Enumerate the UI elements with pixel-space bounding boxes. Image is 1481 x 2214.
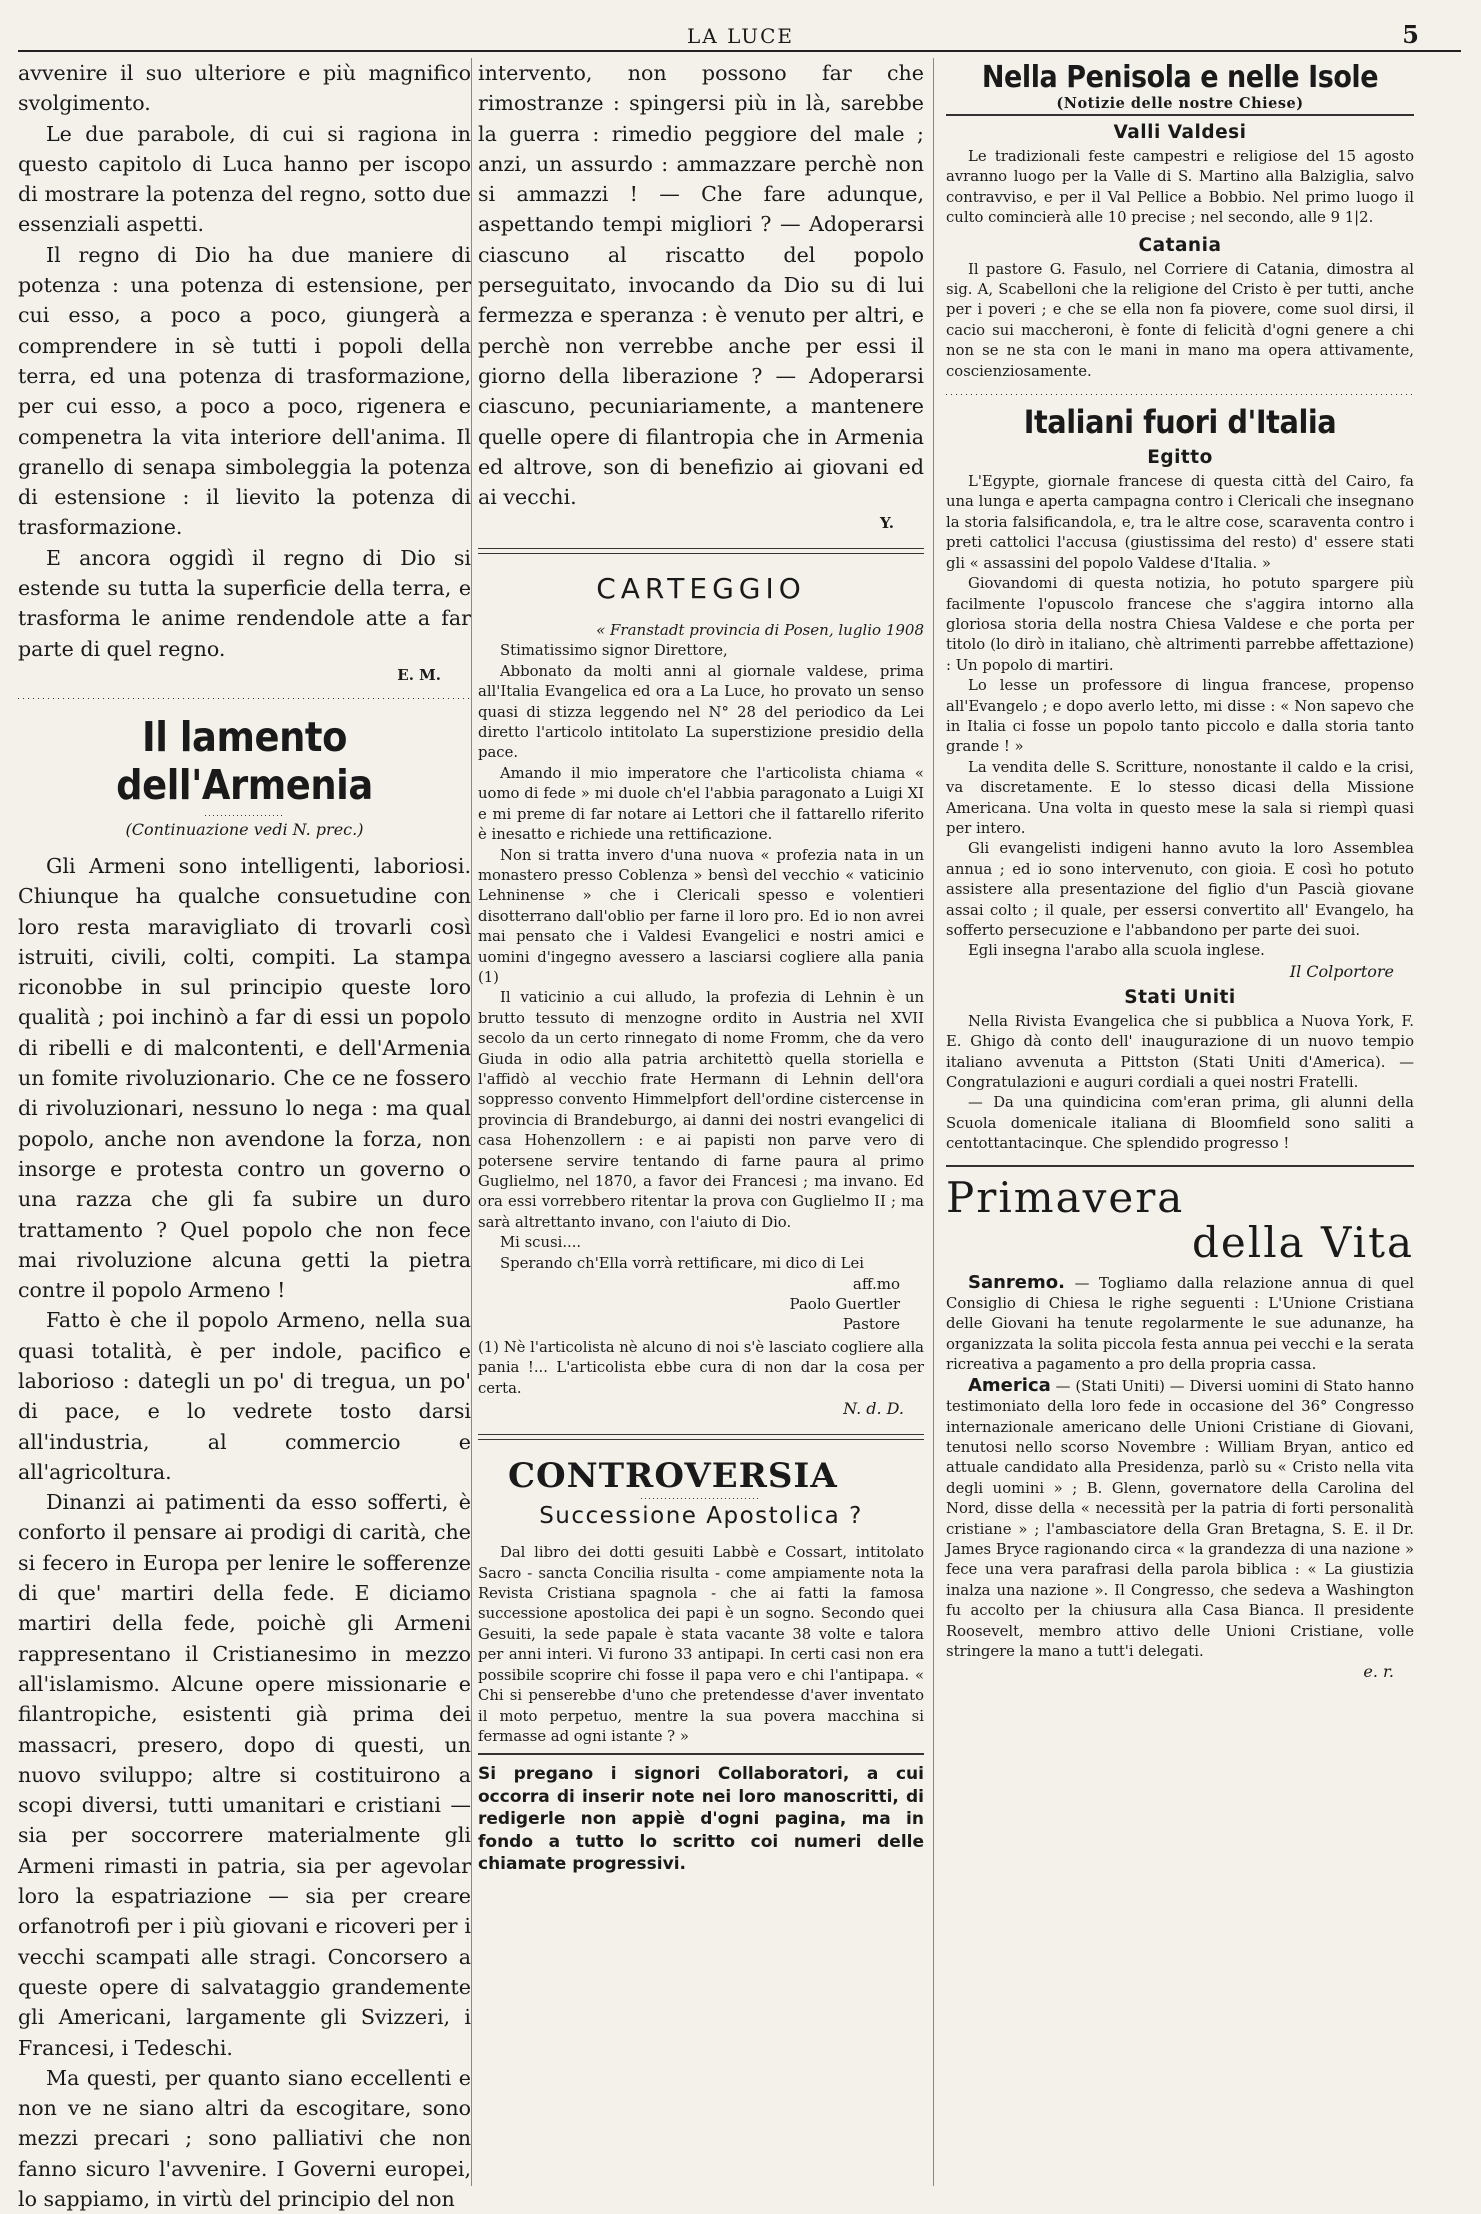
collaboratori-notice: Si pregano i signori Collaboratori, a cui occorra di inserir note nei loro manoscritti, di redigerle non appiè d'ogni pagina, ma in fondo a tutto lo scritto coi numeri delle chiamate progressivi.	[478, 1753, 924, 1876]
section-divider	[18, 698, 471, 699]
intro-paragraph-2: Le due parabole, di cui si ragiona in questo capitolo di Luca hanno per iscopo di mostrare la potenza del regno, sotto due essenziali aspetti.	[18, 121, 471, 237]
egitto-paragraph: Gli evangelisti indigeni hanno avuto la loro Assemblea annua ; ed io sono intervenuto, con gioia. E così ho potuto assistere alla presentazione del figlio d'un Pascià giovane assai colto ; il quale, per essersi convertito all' Evangelo, ha sofferto persecuzione e l'abbandono per parte dei suoi.	[946, 840, 1414, 939]
section-divider	[946, 394, 1414, 395]
carteggio-paragraph: Sperando ch'Ella vorrà rettificare, mi dico di Lei	[500, 1254, 864, 1272]
signoff-line: aff.mo	[852, 1275, 900, 1294]
carteggio-paragraph: Il vaticinio a cui alludo, la profezia di Lehnin è un brutto tessuto di menzogne ordito in Austria nel XVII secolo da un certo rinnegato di nome Fromm, che da vero Giuda in odio alla patria architettò quella storiella e l'affidò al vecchio frate Hermann di Lehnin dell'ora soppresso convento Himmelpfort dell'ordine cistercense in provincia di Brandeburgo, ai danni dei nostri evangelici di casa Hohenzollern : e ai papisti non parve vero di potersene servire tentando di farne paura al primo Guglielmo, nel 1870, a favor dei Francesi ; ma invano. Ed ora essi vorrebbero ritentar la prova con Guglielmo II ; ma sarà altrettanto invano, con l'aiuto di Dio.	[478, 989, 924, 1231]
egitto-paragraph: Lo lesse un professore di lingua francese, propenso all'Evangelo ; e dopo averlo letto, mi disse : « Non sapevo che in Italia ci fosse un popolo tanto piccolo e dalla storia tanto grande ! »	[946, 677, 1414, 756]
intro-paragraph-3: Il regno di Dio ha due maniere di potenza : una potenza di estensione, per cui esso, a poco a poco, giungerà a comprendere in sè tutti i popoli della terra, ed una potenza di trasformazione, per cui esso, a poco a poco, rigenera e compenetra la vita interiore dell'anima. Il granello di senapa simboleggia la potenza di estensione : il lievito la potenza di trasformazione.	[18, 242, 471, 540]
sanremo-lead: Sanremo.	[968, 1271, 1065, 1293]
italiani-title: Italiani fuori d'Italia	[1023, 403, 1337, 442]
catania-text: Il pastore G. Fasulo, nel Corriere di Catania, dimostra al sig. A, Scabelloni che la religione del Cristo è per tutti, anche per i poveri ; e che se ella non fa piovere, come suol dirsi, il cacio sui maccheroni, è fonte di felicità d'ogni genere a chi non se ne sta con le mani in mano ma opera attivamente, coscienziosamente.	[946, 260, 1414, 380]
armenia-continuation: intervento, non possono far che rimostranze : spingersi più in là, sarebbe la guerra : rimedio peggiore del male ; anzi, un assurdo : ammazzare perchè non si ammazzi ! — Che fare adunque, aspettando tempi migliori ? — Adoperarsi ciascuno al riscatto del popolo perseguitato, invocando da Dio su di lui fermezza e speranza : è venuto per altri, e perchè non verrebbe anche per essi il giorno della liberazione ? — Adoperarsi ciascuno, pecuniariamente, a mantenere quelle opere di filantropia che in Armenia ed altrove, son di benefizio ai giovani ed ai vecchi.	[478, 61, 924, 510]
title-ornament	[641, 1498, 761, 1499]
egitto-signature: Il Colportore	[1289, 961, 1394, 981]
penisola-subtitle: (Notizie delle nostre Chiese)	[946, 95, 1414, 116]
armenia-continuation-note: (Continuazione vedi N. prec.)	[125, 819, 364, 839]
armenia-paragraph-4: Ma questi, per quanto siano eccellenti e non ve ne siano altri da escogitare, sono mezzi precari ; sono palliativi che non fanno sicuro l'avvenire. I Governi europei, lo sappiamo, in virtù del principio del non	[18, 2065, 471, 2211]
carteggio-dateline: « Franstadt provincia di Posen, luglio 1908	[596, 621, 924, 640]
america-text: — (Stati Uniti) — Diversi uomini di Stato hanno testimoniato della loro fede in occasione del 36° Congresso internazionale americano delle Unioni Cristiane di Giovani, tenutosi nello scorso Novembre : William Bryan, antico ed attuale candidato alla Presidenza, parlò su « Cristo nella vita degli uomini » ; B. Glenn, governatore della Carolina del Nord, disse della « necessità per la patria di forti personalità cristiane » ; l'ambasciatore della Gran Bretagna, S. E. il Dr. James Bryce ragionando circa « la grandezza di una nazione » fece una vera parafrasi della parola biblica : « La giustizia inalza una nazione ». Il Congresso, che sedeva a Washington fu accolto per la chiusura alla Casa Bianca. Il presidente Roosevelt, membro attivo delle Unioni Cristiane, volle stringere la mano a tutt'i delegati.	[946, 1377, 1414, 1660]
stati-paragraph: — Da una quindicina com'eran prima, gli alunni della Scuola domenicale italiana di Bloomfield sono saliti a centottantacinque. Che splendido progresso !	[946, 1094, 1414, 1153]
column-divider-2	[933, 58, 934, 2186]
penisola-title: Nella Penisola e nelle Isole	[981, 60, 1379, 95]
carteggio-paragraph: Mi scusi....	[500, 1234, 582, 1252]
section-divider	[478, 548, 924, 554]
carteggio-title: CARTEGGIO	[596, 572, 806, 606]
intro-signature: E. M.	[397, 665, 441, 684]
armenia-paragraph-3: Dinanzi ai patimenti da esso sofferti, è conforto il pensare ai prodigi di carità, che si fecero in Europa per lenire le sofferenze di que' martiri della fede. E diciamo martiri della fede, poichè gli Armeni rappresentano il Cristianesimo in mezzo all'islamismo. Alcune opere missionarie e filantropiche, esistenti già prima dei massacri, presero, dopo di questi, un nuovo sviluppo; altre si costituirono a scopi diversi, tutti umanitari e cristiani — sia per soccorrere materialmente gli Armeni rimasti in patria, sia per agevolar loro la espatriazione — sia per creare orfanotrofi per i più giovani e ricoveri per i vecchi scampati alle stragi. Concorsero a queste opere di salvataggio grandemente gli Americani, largamente gli Svizzeri, i Francesi, i Tedeschi.	[18, 1490, 471, 2060]
egitto-paragraph: La vendita delle S. Scritture, nonostante il caldo e la crisi, va discretamente. E lo stesso dicasi della Missione Americana. Una volta in questo mese la sala si riempì quasi per intero.	[946, 758, 1414, 837]
armenia-signature: Y.	[880, 514, 894, 533]
signoff-line: Pastore	[842, 1315, 900, 1334]
stati-uniti-title: Stati Uniti	[1124, 986, 1236, 1008]
egitto-paragraph: Giovandomi di questa notizia, ho potuto spargere più facilmente l'opuscolo francese che s'aggira intorno alla gloriosa storia della nostra Chiesa Valdese e che porta per titolo (lo dirò in italiano, chè altrimenti parrebbe affettazione) : Un popolo di martiri.	[946, 575, 1414, 674]
newspaper-title: LA LUCE	[686, 24, 795, 48]
egitto-title: Egitto	[1147, 447, 1213, 469]
controversia-subtitle: Successione Apostolica ?	[539, 1503, 863, 1530]
column-1	[18, 58, 471, 2214]
carteggio-footnote: (1) Nè l'articolista nè alcuno di noi s'è lasciato cogliere alla pania !... L'articolista ebbe cura di non dar la cosa per certa.	[478, 1339, 924, 1397]
carteggio-paragraph: Stimatissimo signor Direttore,	[500, 642, 728, 660]
header-rule	[18, 50, 1461, 52]
primavera-title-line-1: Primavera	[946, 1172, 1185, 1222]
valli-text: Le tradizionali feste campestri e religiose del 15 agosto avranno luogo per la Valle di S. Martino alla Balziglia, salvo contravviso, e per il Val Pellice a Bobbio. Nel primo luogo il culto comincierà alle 10 precise ; nel secondo, alle 9 1|2.	[946, 148, 1414, 227]
footnote-signature: N. d. D.	[843, 1399, 904, 1419]
carteggio-paragraph: Non si tratta invero d'una nuova « profezia nata in un monastero presso Coblenza » bensì del vecchio « vaticinio Lehninense » che i Clericali spesso e volentieri disotterrano dall'oblio per farne il loro pro. Ed io non avrei mai pensato che i Valdesi Evangelici e nostri amici e uomini d'ingegno avessero a lasciarsi cogliere alla pania (1)	[478, 846, 924, 986]
controversia-title: CONTROVERSIA	[508, 1456, 838, 1497]
egitto-paragraph: Egli insegna l'arabo alla scuola inglese.	[968, 942, 1265, 960]
page-number: 5	[1402, 20, 1419, 49]
intro-paragraph-4: E ancora oggidì il regno di Dio si estende su tutta la superficie della terra, e trasforma le anime rendendole atte a far parte di quel regno.	[18, 545, 471, 661]
section-rule	[946, 1165, 1414, 1167]
armenia-paragraph-1: Gli Armeni sono intelligenti, laboriosi. Chiunque ha qualche consuetudine con loro resta maravigliato di trovarli così istruiti, civili, colti, compiti. La stampa riconobbe in sul principio queste loro qualità ; poi inchinò a far di essi un popolo di ribelli e di malcontenti, e dell'Armenia un fomite rivoluzionario. Che ce ne fossero di rivoluzionari, nessuno lo nega : ma qual popolo, anche non avendone la forza, non insorge e protesta contro un governo o una razza che gli fa subire un duro trattamento ? Quel popolo che non fece mai rivoluzione alcuna getti la pietra contre il popolo Armeno !	[18, 853, 471, 1303]
primavera-title-line-2: della Vita	[1192, 1217, 1414, 1267]
final-signature: e. r.	[1363, 1662, 1394, 1682]
america-lead: America	[968, 1374, 1051, 1396]
carteggio-signoff	[478, 1274, 924, 1334]
catania-title: Catania	[1138, 234, 1222, 256]
signoff-line: Paolo Guertler	[789, 1295, 900, 1314]
column-3	[946, 58, 1414, 1681]
sanremo-text: — Togliamo dalla relazione annua di quel Consiglio di Chiesa le righe seguenti : L'Unione Cristiana delle Giovani ha tenute regolarmente le sue adunanze, ha organizzata la solita piccola festa annua pei vecchi e la serata ricreativa a pagamento a pro della propria cassa.	[946, 1274, 1414, 1374]
armenia-title: Il lamento dell'Armenia	[116, 712, 373, 809]
controversia-text: Dal libro dei dotti gesuiti Labbè e Cossart, intitolato Sacro - sancta Concilia risulta - come ampiamente nota la Revista Cristiana spagnola - che ai fatti la famosa successione apostolica dei papi è un sogno. Secondo quei Gesuiti, la sede papale è stata vacante 38 volte e talora per anni interi. Vi furono 33 antipapi. In certi casi non era possibile scoprire chi fosse il papa vero e chi l'antipapa. « Chi si penserebbe d'uno che pretendesse d'aver inventato il moto perpetuo, mentre la sua povera macchina si fermasse ad ogni istante ? »	[478, 1544, 924, 1745]
carteggio-paragraph: Amando il mio imperatore che l'articolista chiama « uomo di fede » mi duole ch'el l'abbia paragonato a Luigi XI e mi preme di far notare ai Lettori che il fattarello riferito è inesatto e richiede una rettificazione.	[478, 764, 924, 844]
stati-paragraph: Nella Rivista Evangelica che si pubblica a Nuova York, F. E. Ghigo dà conto dell' inaugurazione di un nuovo tempio italiano avvenuta a Pittston (Stati Uniti d'America). — Congratulazioni e auguri cordiali a quei nostri Fratelli.	[946, 1012, 1414, 1092]
column-divider-1	[471, 58, 472, 2186]
valli-title: Valli Valdesi	[1113, 122, 1247, 143]
egitto-paragraph: L'Egypte, giornale francese di questa città del Cairo, fa una lunga e aperta campagna contro i Clericali che insegnano la storia falsificandola, e, tra le altre cose, scaraventa contro i preti cattolici l'accusa (giustissima del resto) d' essere stati gli « assassini del popolo Valdese d'Italia. »	[946, 473, 1414, 572]
page-header	[0, 0, 1481, 52]
intro-paragraph-1: avvenire il suo ulteriore e più magnifico svolgimento.	[18, 61, 471, 116]
carteggio-paragraph: Abbonato da molti anni al giornale valdese, prima all'Italia Evangelica ed ora a La Luce, ho provato un senso quasi di stizza leggendo nel N° 28 del periodico da Lei diretto l'articolo intitolato La superstizione presidio della pace.	[478, 662, 924, 762]
title-ornament	[205, 815, 285, 816]
column-2	[478, 58, 924, 1876]
armenia-paragraph-2: Fatto è che il popolo Armeno, nella sua quasi totalità, è per indole, pacifico e laborioso : dategli un po' di tregua, un po' di pace, e lo vedrete tosto darsi all'industria, al commercio e all'agricoltura.	[18, 1308, 471, 1484]
section-divider	[478, 1434, 924, 1440]
